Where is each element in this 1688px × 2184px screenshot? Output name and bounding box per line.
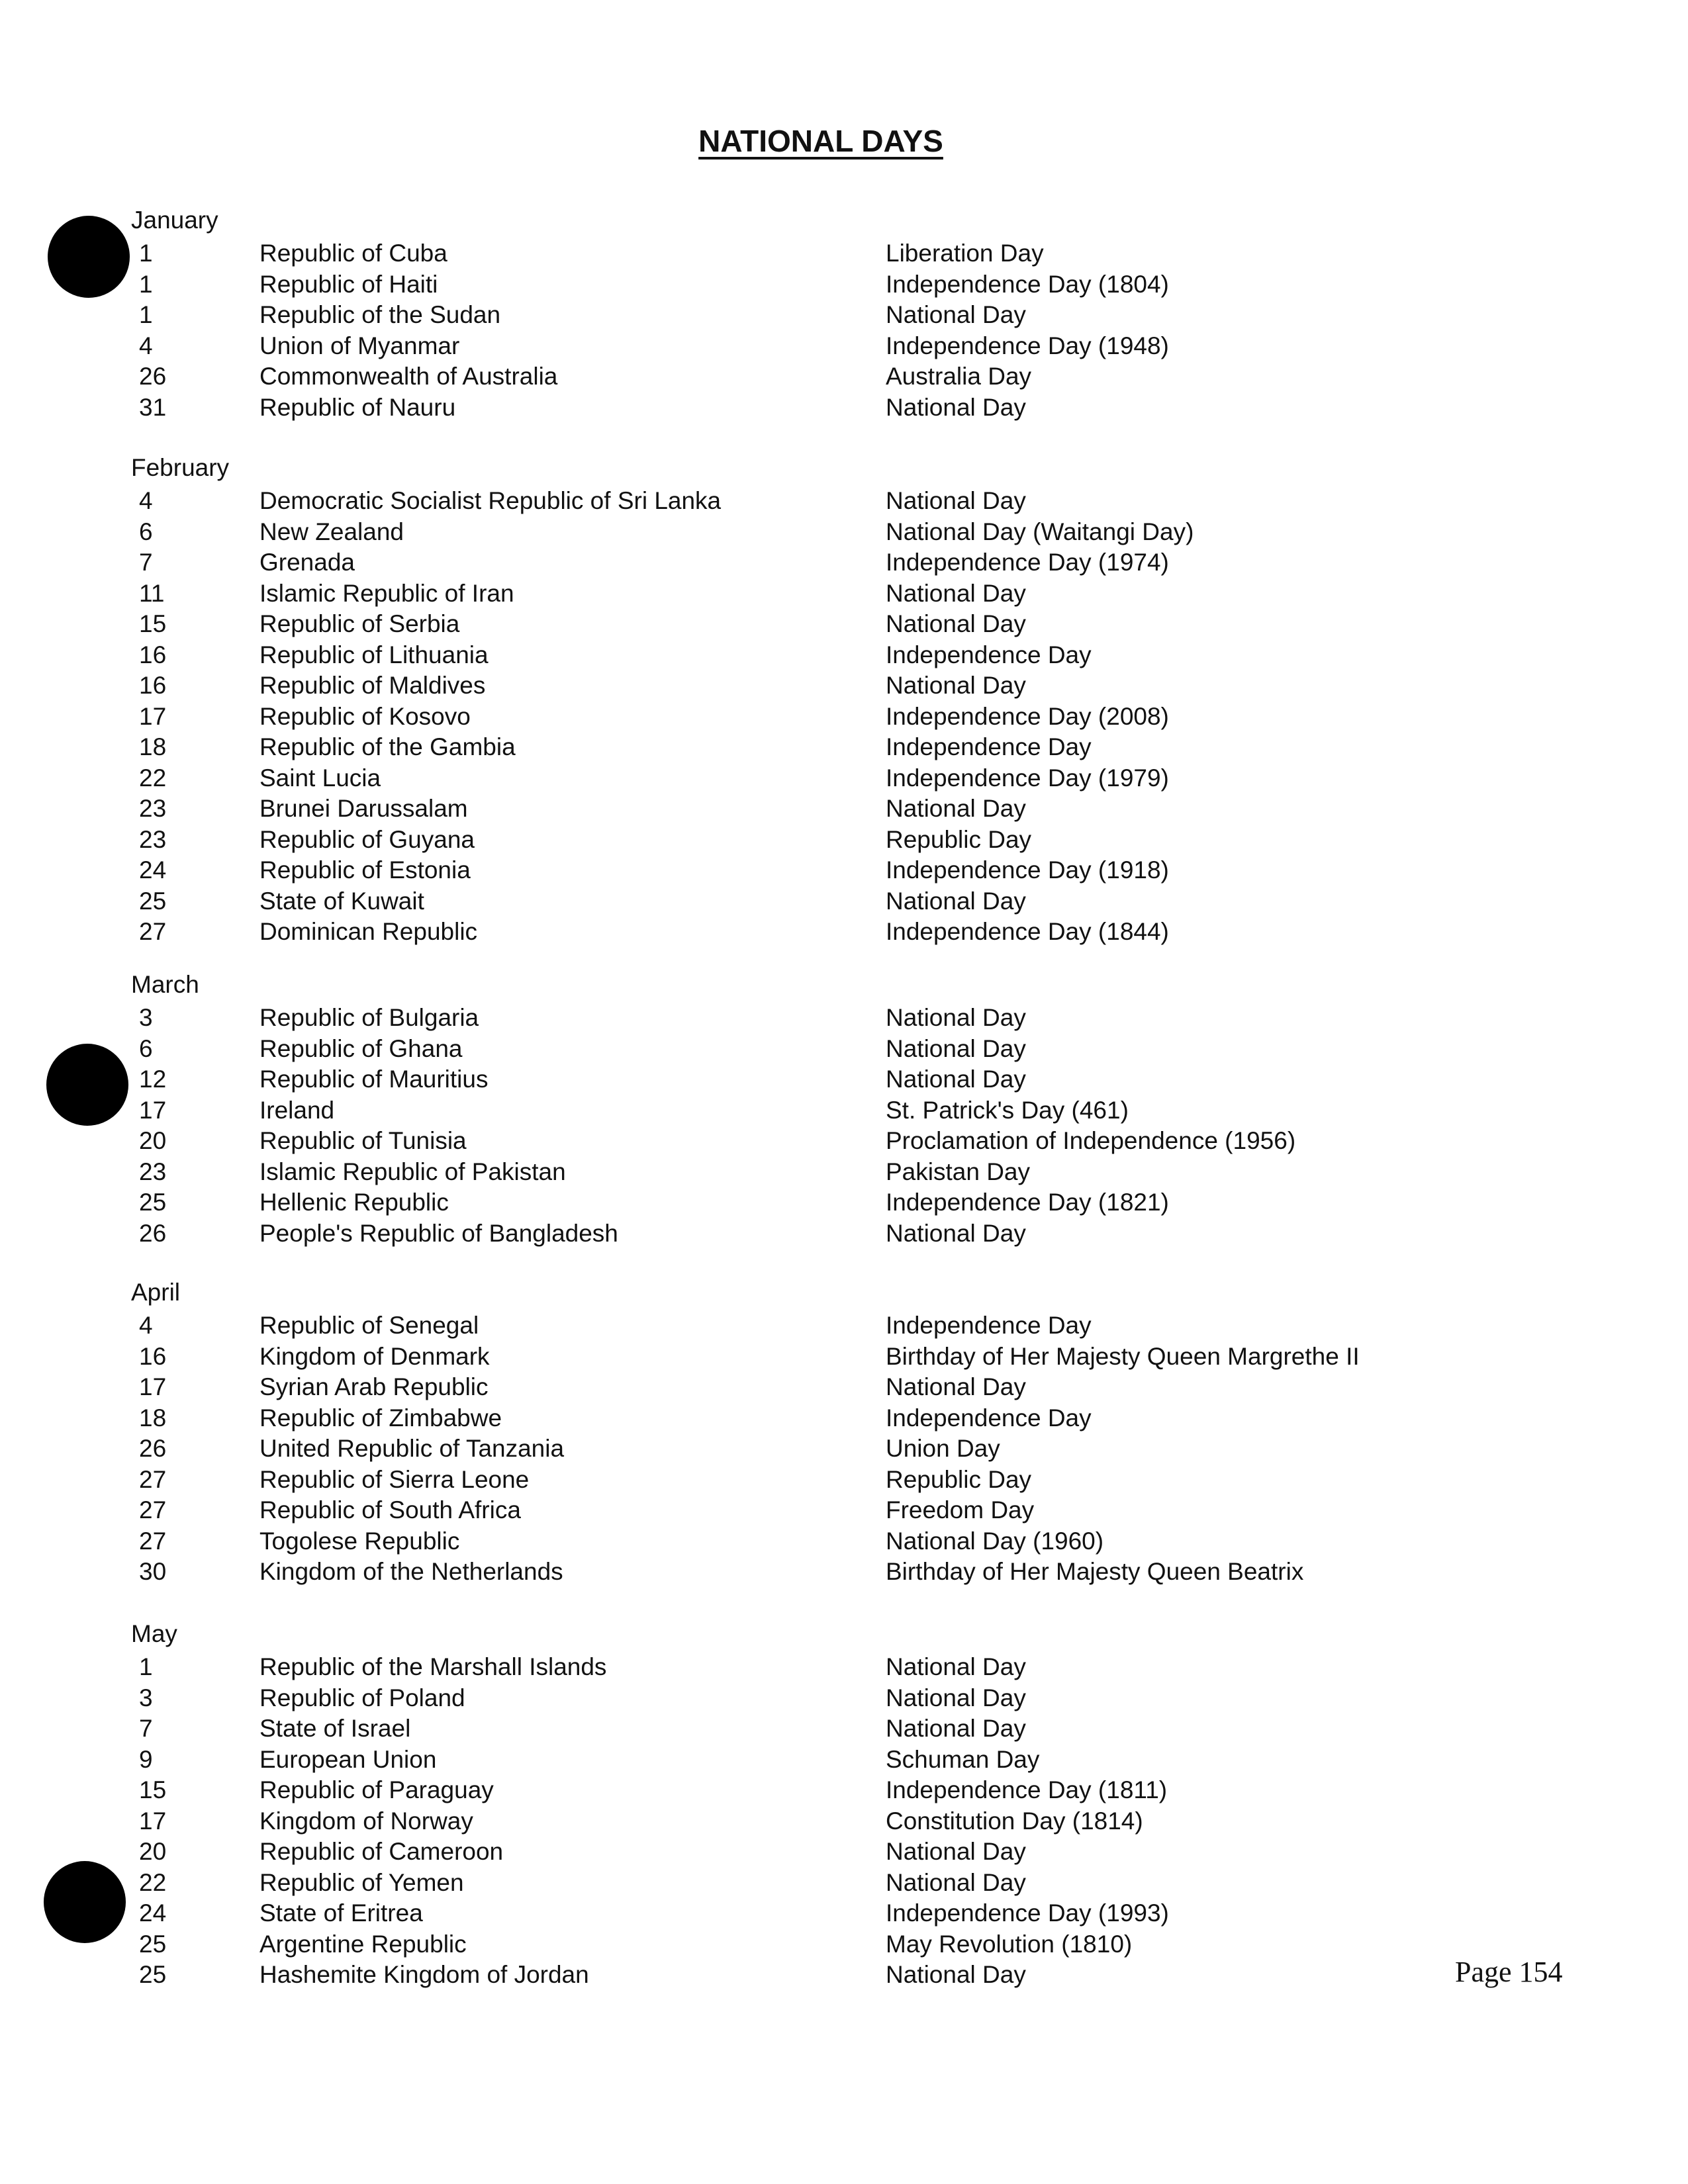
list-item [0, 394, 1688, 424]
entry-day: 23 [139, 825, 167, 853]
entry-country: Republic of Maldives [259, 672, 486, 699]
entry-event: Independence Day (1804) [886, 270, 1169, 298]
entry-event: National Day [886, 887, 1026, 915]
entry-day: 25 [139, 1189, 167, 1216]
entry-country: State of Eritrea [259, 1899, 423, 1927]
entry-day: 17 [139, 702, 167, 730]
list-item [0, 1466, 1688, 1496]
entry-day: 31 [139, 393, 167, 421]
entry-day: 11 [139, 579, 165, 607]
month-heading: January [131, 206, 218, 234]
list-item [0, 1558, 1688, 1588]
entry-country: Grenada [259, 549, 355, 576]
entry-day: 27 [139, 1465, 167, 1493]
entry-event: Independence Day (1811) [886, 1776, 1168, 1803]
list-item [0, 487, 1688, 518]
entry-country: Togolese Republic [259, 1527, 460, 1555]
entry-day: 23 [139, 1158, 167, 1185]
entry-event: Union Day [886, 1435, 1000, 1462]
entry-event: National Day [886, 393, 1026, 421]
entry-event: Republic Day [886, 1465, 1032, 1493]
list-item [0, 1684, 1688, 1715]
entry-country: Kingdom of Norway [259, 1807, 473, 1835]
entry-day: 26 [139, 1219, 167, 1247]
entry-day: 15 [139, 1776, 167, 1803]
entry-day: 1 [139, 1653, 153, 1680]
list-item [0, 1869, 1688, 1899]
entry-day: 27 [139, 1527, 167, 1555]
entry-country: Ireland [259, 1096, 335, 1124]
entry-day: 22 [139, 764, 167, 792]
entry-day: 23 [139, 795, 167, 822]
entry-day: 25 [139, 1961, 167, 1988]
list-item [0, 1004, 1688, 1034]
entry-country: Republic of Nauru [259, 393, 456, 421]
list-item [0, 1127, 1688, 1158]
entry-country: Republic of Estonia [259, 856, 471, 884]
entry-country: Kingdom of the Netherlands [259, 1558, 563, 1585]
entry-day: 12 [139, 1066, 167, 1093]
entry-country: Republic of Mauritius [259, 1066, 489, 1093]
entry-day: 16 [139, 1342, 167, 1370]
entry-country: Republic of Bulgaria [259, 1004, 479, 1031]
entry-event: Independence Day (1974) [886, 549, 1169, 576]
list-item [0, 580, 1688, 610]
entry-event: National Day [886, 610, 1026, 637]
entry-day: 17 [139, 1373, 167, 1400]
entry-country: Republic of the Gambia [259, 733, 516, 760]
entry-country: Republic of Cuba [259, 240, 447, 267]
list-item [0, 1931, 1688, 1961]
entry-day: 1 [139, 301, 153, 328]
entry-country: Hashemite Kingdom of Jordan [259, 1961, 589, 1988]
list-item [0, 703, 1688, 733]
entry-event: Birthday of Her Majesty Queen Margrethe II [886, 1342, 1360, 1370]
entry-country: Islamic Republic of Iran [259, 579, 514, 607]
entry-event: National Day [886, 1653, 1026, 1680]
entry-event: National Day [886, 795, 1026, 822]
list-item [0, 1220, 1688, 1250]
entry-country: Commonwealth of Australia [259, 363, 558, 390]
entry-event: St. Patrick's Day (461) [886, 1096, 1129, 1124]
entry-country: People's Republic of Bangladesh [259, 1219, 618, 1247]
list-item [0, 764, 1688, 795]
entry-day: 16 [139, 641, 167, 668]
list-item [0, 610, 1688, 641]
entry-event: Freedom Day [886, 1496, 1035, 1524]
entry-event: Republic Day [886, 825, 1032, 853]
list-item [0, 1404, 1688, 1435]
month-heading: February [131, 454, 230, 481]
entry-country: Brunei Darussalam [259, 795, 468, 822]
entry-country: Republic of Yemen [259, 1868, 464, 1896]
entry-event: Proclamation of Independence (1956) [886, 1127, 1296, 1154]
entry-day: 18 [139, 1404, 167, 1432]
list-item [0, 1715, 1688, 1745]
entry-day: 16 [139, 672, 167, 699]
entry-day: 1 [139, 240, 153, 267]
entry-day: 20 [139, 1838, 167, 1865]
list-item [0, 733, 1688, 764]
entry-event: Australia Day [886, 363, 1032, 390]
entry-country: Islamic Republic of Pakistan [259, 1158, 566, 1185]
entry-country: State of Israel [259, 1715, 411, 1742]
entry-event: May Revolution (1810) [886, 1930, 1133, 1958]
list-item [0, 1035, 1688, 1066]
entry-day: 6 [139, 1034, 153, 1062]
entry-event: Independence Day (1918) [886, 856, 1169, 884]
entry-country: Republic of the Marshall Islands [259, 1653, 607, 1680]
entry-country: Republic of Haiti [259, 270, 438, 298]
entry-event: Schuman Day [886, 1745, 1040, 1773]
entry-day: 17 [139, 1807, 167, 1835]
entry-event: Pakistan Day [886, 1158, 1030, 1185]
list-item [0, 1776, 1688, 1807]
entry-country: Syrian Arab Republic [259, 1373, 489, 1400]
entry-day: 7 [139, 1715, 153, 1742]
entry-event: Birthday of Her Majesty Queen Beatrix [886, 1558, 1304, 1585]
entry-day: 27 [139, 1496, 167, 1524]
list-item [0, 1807, 1688, 1838]
list-item [0, 518, 1688, 549]
entry-country: Kingdom of Denmark [259, 1342, 490, 1370]
entry-country: Republic of the Sudan [259, 301, 501, 328]
entry-event: Independence Day (1948) [886, 332, 1169, 359]
list-item [0, 1961, 1688, 1991]
list-item [0, 641, 1688, 672]
entry-country: Union of Myanmar [259, 332, 460, 359]
entry-country: European Union [259, 1745, 437, 1773]
entry-event: National Day [886, 1684, 1026, 1711]
list-item [0, 672, 1688, 702]
entry-day: 4 [139, 487, 153, 514]
list-item [0, 332, 1688, 363]
list-item [0, 1097, 1688, 1127]
entry-event: Independence Day (1821) [886, 1189, 1169, 1216]
entry-day: 22 [139, 1868, 167, 1896]
entry-country: New Zealand [259, 518, 404, 545]
entry-day: 6 [139, 518, 153, 545]
list-item [0, 271, 1688, 301]
entry-country: Saint Lucia [259, 764, 381, 792]
entry-country: Argentine Republic [259, 1930, 467, 1958]
entry-day: 9 [139, 1745, 153, 1773]
entry-event: Independence Day (2008) [886, 702, 1169, 730]
list-item [0, 240, 1688, 270]
entry-event: National Day (Waitangi Day) [886, 518, 1194, 545]
list-item [0, 1496, 1688, 1527]
entry-day: 1 [139, 270, 153, 298]
entry-country: Republic of Zimbabwe [259, 1404, 502, 1432]
entry-country: Republic of Ghana [259, 1034, 463, 1062]
entry-event: National Day [886, 1004, 1026, 1031]
entry-country: Republic of Paraguay [259, 1776, 494, 1803]
entry-day: 15 [139, 610, 167, 637]
entry-country: Republic of South Africa [259, 1496, 521, 1524]
entry-country: Republic of Tunisia [259, 1127, 467, 1154]
month-heading: May [131, 1620, 177, 1647]
entry-event: Constitution Day (1814) [886, 1807, 1143, 1835]
list-item [0, 887, 1688, 918]
entry-day: 3 [139, 1004, 153, 1031]
entry-day: 24 [139, 1899, 167, 1927]
entry-day: 26 [139, 1435, 167, 1462]
entry-country: Republic of Guyana [259, 825, 475, 853]
entry-event: National Day [886, 672, 1026, 699]
list-item [0, 1343, 1688, 1373]
list-item [0, 549, 1688, 579]
entry-event: Independence Day (1844) [886, 918, 1169, 945]
entry-day: 20 [139, 1127, 167, 1154]
list-item [0, 1066, 1688, 1096]
entry-event: National Day [886, 579, 1026, 607]
entry-event: Independence Day (1979) [886, 764, 1169, 792]
entry-event: Independence Day [886, 1404, 1092, 1432]
entry-day: 27 [139, 918, 167, 945]
entry-day: 26 [139, 363, 167, 390]
entry-day: 25 [139, 1930, 167, 1958]
entry-event: National Day [886, 1838, 1026, 1865]
entry-event: National Day [886, 301, 1026, 328]
entry-day: 25 [139, 887, 167, 915]
list-item [0, 1838, 1688, 1868]
entry-event: Liberation Day [886, 240, 1044, 267]
entry-country: Republic of Lithuania [259, 641, 489, 668]
list-item [0, 363, 1688, 393]
entry-day: 24 [139, 856, 167, 884]
list-item [0, 1746, 1688, 1776]
month-heading: April [131, 1279, 181, 1306]
entry-event: National Day [886, 1034, 1026, 1062]
entry-day: 17 [139, 1096, 167, 1124]
entry-event: Independence Day [886, 641, 1092, 668]
list-item [0, 1653, 1688, 1684]
list-item [0, 1373, 1688, 1404]
entry-event: Independence Day [886, 1312, 1092, 1339]
entry-country: Republic of Senegal [259, 1312, 479, 1339]
entry-day: 30 [139, 1558, 167, 1585]
entry-country: Hellenic Republic [259, 1189, 449, 1216]
entry-country: State of Kuwait [259, 887, 424, 915]
entry-event: National Day [886, 1961, 1026, 1988]
entry-day: 7 [139, 549, 153, 576]
entry-country: Republic of Poland [259, 1684, 465, 1711]
entry-country: Republic of Kosovo [259, 702, 471, 730]
entry-day: 4 [139, 332, 153, 359]
entry-country: United Republic of Tanzania [259, 1435, 565, 1462]
entry-day: 18 [139, 733, 167, 760]
entry-event: National Day [886, 1373, 1026, 1400]
list-item [0, 301, 1688, 332]
list-item [0, 1312, 1688, 1342]
entry-event: National Day [886, 1066, 1026, 1093]
list-item [0, 1189, 1688, 1219]
entry-country: Republic of Serbia [259, 610, 460, 637]
entry-event: National Day [886, 487, 1026, 514]
entry-event: Independence Day (1993) [886, 1899, 1169, 1927]
list-item [0, 795, 1688, 825]
entry-country: Republic of Cameroon [259, 1838, 504, 1865]
entry-country: Republic of Sierra Leone [259, 1465, 530, 1493]
list-item [0, 1899, 1688, 1930]
entry-day: 4 [139, 1312, 153, 1339]
list-item [0, 1158, 1688, 1189]
entry-event: Independence Day [886, 733, 1092, 760]
entry-event: National Day [886, 1219, 1026, 1247]
page-number: Page 154 [1455, 1956, 1563, 1988]
entry-day: 3 [139, 1684, 153, 1711]
list-item [0, 856, 1688, 887]
list-item [0, 826, 1688, 856]
entry-country: Democratic Socialist Republic of Sri Lanka [259, 487, 722, 514]
entry-event: National Day [886, 1715, 1026, 1742]
list-item [0, 918, 1688, 948]
list-item [0, 1527, 1688, 1558]
entry-event: National Day [886, 1868, 1026, 1896]
entry-event: National Day (1960) [886, 1527, 1104, 1555]
entry-country: Dominican Republic [259, 918, 478, 945]
list-item [0, 1435, 1688, 1465]
page-title: NATIONAL DAYS [698, 124, 943, 158]
month-heading: March [131, 971, 199, 998]
